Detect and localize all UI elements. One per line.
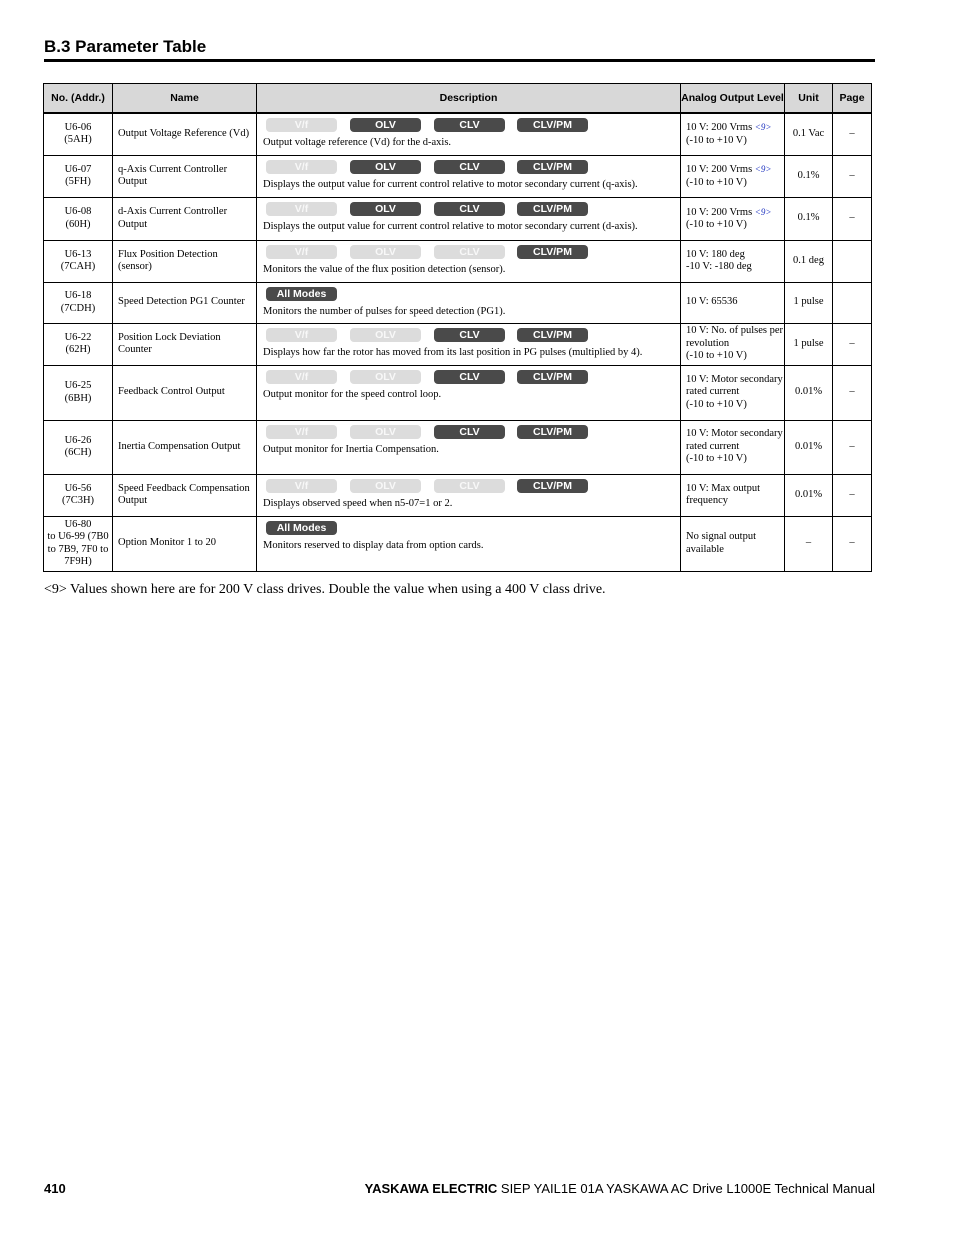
analog-output-level-cell (681, 197, 785, 240)
param-address: (5FH) (65, 176, 91, 187)
mode-badge-olv: OLV (350, 328, 421, 342)
param-unit: 0.1 deg (785, 240, 833, 282)
control-mode-badges (263, 245, 674, 262)
param-name: Output Voltage Reference (Vd) (113, 113, 257, 155)
param-number: U6-07 (64, 163, 92, 175)
param-number: U6-56 (64, 482, 92, 494)
control-mode-badges (263, 118, 674, 135)
control-mode-badges (263, 160, 674, 177)
header-no: No. (Addr.) (44, 84, 113, 114)
param-address: (7CAH) (60, 261, 96, 272)
parameter-table (43, 83, 872, 572)
section-title: B.3 Parameter Table (44, 37, 207, 56)
mode-badge-clvpm: CLV/PM (517, 425, 588, 439)
mode-badge-clvpm: CLV/PM (517, 160, 588, 174)
analog-level-line (686, 374, 784, 399)
mode-badge-vf: V/f (266, 160, 337, 174)
mode-badge-clv: CLV (434, 370, 505, 384)
param-number: U6-06 (64, 121, 92, 133)
header-page: Page (833, 84, 872, 114)
mode-badge-all-modes: All Modes (266, 521, 337, 535)
mode-badge-olv: OLV (350, 245, 421, 259)
analog-level-range: (-10 to +10 V) (686, 350, 747, 362)
mode-badge-clvpm: CLV/PM (517, 118, 588, 132)
footnote-reference-link[interactable]: <9> (754, 122, 772, 133)
table-row (44, 516, 872, 571)
mode-badge-clvpm: CLV/PM (517, 328, 588, 342)
param-page-ref (833, 282, 872, 323)
analog-level-text: 10 V: Motor secondary rated current (686, 373, 783, 398)
table-row (44, 474, 872, 516)
param-number-cell (44, 516, 113, 571)
param-name: Option Monitor 1 to 20 (113, 516, 257, 571)
param-number: U6-25 (64, 380, 92, 391)
mode-badge-clv: CLV (434, 245, 505, 259)
analog-level-range: (-10 to +10 V) (686, 398, 747, 410)
analog-level-text: 10 V: 180 deg (686, 248, 745, 260)
param-page-ref: – (833, 113, 872, 155)
analog-output-level-cell (681, 365, 785, 420)
param-unit: 1 pulse (785, 323, 833, 365)
control-mode-badges (263, 202, 674, 219)
table-row (44, 155, 872, 197)
analog-level-line (686, 206, 784, 220)
param-name: d-Axis Current Controller Output (113, 197, 257, 240)
control-mode-badges (263, 370, 674, 387)
mode-badge-clvpm: CLV/PM (517, 202, 588, 216)
control-mode-badges (263, 521, 674, 538)
param-name: Inertia Compensation Output (113, 420, 257, 474)
mode-badge-vf: V/f (266, 328, 337, 342)
analog-level-line (686, 325, 784, 350)
param-number: U6-26 (64, 434, 92, 446)
footer-document-info (365, 1181, 875, 1197)
mode-badge-vf: V/f (266, 479, 337, 493)
analog-level-text: 10 V: 200 Vrms (686, 164, 753, 175)
analog-level-text: No signal output available (686, 531, 756, 555)
table-row (44, 197, 872, 240)
param-number: U6-08 (64, 206, 92, 217)
param-description-cell (257, 365, 681, 420)
param-description: Monitors the value of the flux position detection (sensor). (263, 263, 506, 275)
param-description-cell (257, 155, 681, 197)
control-mode-badges (263, 479, 674, 496)
param-number-cell (44, 240, 113, 282)
param-unit: 1 pulse (785, 282, 833, 323)
param-number-cell (44, 365, 113, 420)
param-description: Monitors reserved to display data from option cards. (263, 539, 484, 551)
analog-output-level-cell (681, 155, 785, 197)
mode-badge-olv: OLV (350, 425, 421, 439)
analog-level-range: (-10 to +10 V) (686, 453, 747, 465)
param-number-cell (44, 282, 113, 323)
mode-badge-clv: CLV (434, 425, 505, 439)
analog-output-level-cell (681, 323, 785, 365)
param-number-cell (44, 420, 113, 474)
analog-level-line (686, 163, 784, 177)
analog-output-level-cell (681, 516, 785, 571)
param-unit: – (785, 516, 833, 571)
param-description-cell (257, 323, 681, 365)
param-unit: 0.01% (785, 365, 833, 420)
mode-badge-vf: V/f (266, 118, 337, 132)
analog-level-line (686, 531, 784, 556)
param-description-cell (257, 516, 681, 571)
param-description: Output voltage reference (Vd) for the d-axis. (263, 137, 452, 148)
param-description-cell (257, 282, 681, 323)
mode-badge-clv: CLV (434, 479, 505, 493)
mode-badge-olv: OLV (350, 118, 421, 132)
param-description: Displays the output value for current control relative to motor secondary current (d-axis). (263, 220, 638, 232)
analog-output-level-cell (681, 282, 785, 323)
param-page-ref: – (833, 474, 872, 516)
param-unit: 0.1% (785, 155, 833, 197)
analog-level-line (686, 483, 784, 508)
table-row (44, 365, 872, 420)
param-number: U6-80 (64, 518, 92, 530)
footer-doc-title: SIEP YAIL1E 01A YASKAWA AC Drive L1000E Technical Manual (497, 1181, 875, 1196)
mode-badge-clvpm: CLV/PM (517, 245, 588, 259)
control-mode-badges (263, 425, 674, 442)
param-page-ref: – (833, 420, 872, 474)
param-description: Monitors the number of pulses for speed detection (PG1). (263, 305, 506, 317)
param-address: to U6-99 (7B0 to 7B9, 7F0 to 7F9H) (47, 531, 109, 567)
param-address: (6CH) (64, 447, 92, 458)
param-name: Speed Feedback Compensation Output (113, 474, 257, 516)
analog-output-level-cell (681, 113, 785, 155)
mode-badge-vf: V/f (266, 370, 337, 384)
table-row (44, 113, 872, 155)
mode-badge-all-modes: All Modes (266, 287, 337, 301)
param-number-cell (44, 323, 113, 365)
param-page-ref: – (833, 155, 872, 197)
param-description: Output monitor for the speed control loop. (263, 388, 442, 400)
param-address: (60H) (65, 218, 91, 230)
param-address: (62H) (65, 344, 91, 355)
mode-badge-clv: CLV (434, 118, 505, 132)
mode-badge-olv: OLV (350, 160, 421, 174)
param-description-cell (257, 113, 681, 155)
analog-output-level-cell (681, 420, 785, 474)
param-description-cell (257, 197, 681, 240)
header-unit: Unit (785, 84, 833, 114)
control-mode-badges (263, 328, 674, 345)
param-description: Displays how far the rotor has moved from its last position in PG pulses (multiplied by 4). (263, 346, 643, 358)
footnote-reference-link[interactable]: <9> (754, 164, 772, 174)
footnote: <9> Values shown here are for 200 V class drives. Double the value when using a 400 V class drive. (44, 582, 606, 597)
header-name: Name (113, 84, 257, 114)
table-row (44, 420, 872, 474)
param-unit: 0.1 Vac (785, 113, 833, 155)
param-name: q-Axis Current Controller Output (113, 155, 257, 197)
param-description: Displays the output value for current control relative to motor secondary current (q-axis). (263, 178, 638, 190)
mode-badge-vf: V/f (266, 425, 337, 439)
table-row (44, 282, 872, 323)
param-number-cell (44, 113, 113, 155)
param-description-cell (257, 420, 681, 474)
analog-level-range: (-10 to +10 V) (686, 219, 747, 230)
param-name: Speed Detection PG1 Counter (113, 282, 257, 323)
analog-level-text: 10 V: Motor secondary rated current (686, 428, 783, 452)
analog-level-line (686, 249, 784, 262)
mode-badge-clv: CLV (434, 160, 505, 174)
param-name: Feedback Control Output (113, 365, 257, 420)
param-address: (6BH) (64, 392, 92, 404)
analog-level-range: (-10 to +10 V) (686, 176, 747, 188)
analog-output-level-cell (681, 474, 785, 516)
mode-badge-clv: CLV (434, 202, 505, 216)
analog-level-text: 10 V: Max output frequency (686, 482, 760, 506)
mode-badge-clvpm: CLV/PM (517, 479, 588, 493)
param-number-cell (44, 197, 113, 240)
mode-badge-olv: OLV (350, 479, 421, 493)
analog-level-line (686, 121, 784, 135)
param-number-cell (44, 155, 113, 197)
mode-badge-olv: OLV (350, 202, 421, 216)
mode-badge-clvpm: CLV/PM (517, 370, 588, 384)
param-address: (5AH) (64, 134, 92, 146)
analog-level-text: 10 V: 65536 (686, 296, 738, 308)
mode-badge-olv: OLV (350, 370, 421, 384)
table-row (44, 240, 872, 282)
param-description: Output monitor for Inertia Compensation. (263, 443, 439, 455)
param-number: U6-22 (64, 331, 92, 343)
control-mode-badges (263, 287, 674, 304)
param-number: U6-13 (64, 248, 92, 260)
analog-level-text: 10 V: 200 Vrms (686, 122, 753, 134)
param-description-cell (257, 474, 681, 516)
analog-level-range: (-10 to +10 V) (686, 134, 747, 146)
param-description-cell (257, 240, 681, 282)
mode-badge-vf: V/f (266, 202, 337, 216)
param-name: Position Lock Deviation Counter (113, 323, 257, 365)
param-page-ref: – (833, 365, 872, 420)
header-rule (44, 59, 875, 62)
param-description: Displays observed speed when n5-07=1 or 2. (263, 497, 453, 509)
table-row (44, 323, 872, 365)
param-page-ref (833, 240, 872, 282)
param-number-cell (44, 474, 113, 516)
table-header-row (44, 84, 872, 114)
section-header (44, 36, 875, 58)
param-number: U6-18 (64, 290, 92, 301)
analog-level-line (686, 296, 784, 309)
analog-level-line (686, 428, 784, 453)
param-page-ref: – (833, 197, 872, 240)
footer-brand: YASKAWA ELECTRIC (364, 1181, 498, 1196)
param-address: (7CDH) (60, 302, 96, 314)
page-number: 410 (44, 1181, 66, 1196)
analog-level-range: -10 V: -180 deg (686, 261, 752, 272)
header-analog-output-level: Analog Output Level (681, 84, 785, 114)
param-address: (7C3H) (61, 495, 95, 506)
param-unit: 0.01% (785, 420, 833, 474)
analog-level-text: 10 V: No. of pulses per revolution (686, 325, 784, 349)
mode-badge-vf: V/f (266, 245, 337, 259)
param-page-ref: – (833, 516, 872, 571)
analog-output-level-cell (681, 240, 785, 282)
param-unit: 0.1% (785, 197, 833, 240)
mode-badge-clv: CLV (434, 328, 505, 342)
footnote-reference-link[interactable]: <9> (754, 206, 772, 217)
param-name: Flux Position Detection (sensor) (113, 240, 257, 282)
header-description: Description (257, 84, 681, 114)
param-page-ref: – (833, 323, 872, 365)
param-unit: 0.01% (785, 474, 833, 516)
analog-level-text: 10 V: 200 Vrms (686, 206, 753, 218)
